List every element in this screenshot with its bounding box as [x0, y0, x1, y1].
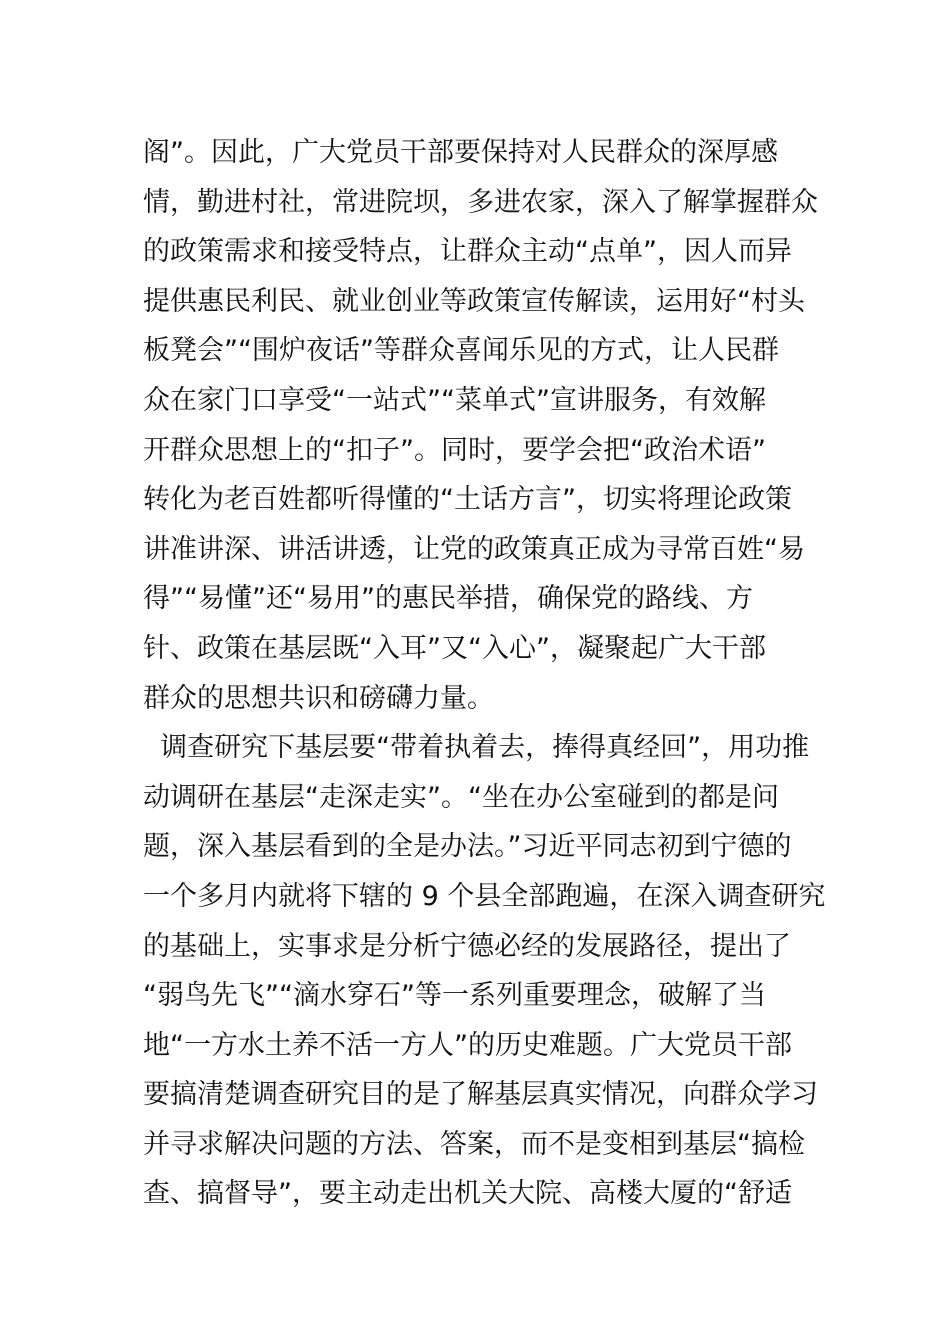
text-line: 题，深入基层看到的全是办法。”习近平同志初到宁德的 — [143, 831, 792, 863]
text-line: 的基础上，实事求是分析宁德必经的发展路径，提出了 — [143, 930, 791, 962]
text-line: 调查研究下基层要“带着执着去，捧得真经回”，用功推 — [143, 732, 810, 764]
text-line: 提供惠民利民、就业创业等政策宣传解读，运用好“村头 — [143, 285, 805, 317]
text-line: 地“一方水土养不活一方人”的历史难题。广大党员干部 — [143, 1029, 792, 1061]
text-line: 的政策需求和接受特点，让群众主动“点单”，因人而异 — [143, 236, 792, 268]
text-line: 转化为老百姓都听得懂的“土话方言”，切实将理论政策 — [143, 484, 792, 516]
text-line: 讲准讲深、讲活讲透，让党的政策真正成为寻常百姓“易 — [143, 533, 805, 565]
text-line: 众在家门口享受“一站式”“菜单式”宣讲服务，有效解 — [143, 384, 766, 416]
text-line: 得”“易懂”还“易用”的惠民举措，确保党的路线、方 — [143, 583, 753, 615]
text-line: 并寻求解决问题的方法、答案，而不是变相到基层“搞检 — [143, 1128, 805, 1160]
text-line: 一个多月内就将下辖的 9 个县全部跑遍，在深入调查研究 — [143, 880, 826, 912]
text-line: 情，勤进村社，常进院坝，多进农家，深入了解掌握群众 — [143, 186, 818, 218]
body-text — [143, 128, 826, 1219]
text-line: “弱鸟先飞”“滴水穿石”等一系列重要理念，破解了当 — [143, 980, 766, 1012]
text-line: 开群众思想上的“扣子”。同时，要学会把“政治术语” — [143, 434, 766, 466]
text-line: 动调研在基层“走深走实”。“坐在办公室碰到的都是问 — [143, 781, 779, 813]
text-line: 阁”。因此，广大党员干部要保持对人民群众的深厚感 — [143, 137, 778, 168]
text-line: 查、搞督导”，要主动走出机关大院、高楼大厦的“舒适 — [143, 1178, 792, 1210]
text-line: 要搞清楚调查研究目的是了解基层真实情况，向群众学习 — [143, 1079, 818, 1111]
text-line: 针、政策在基层既“入耳”又“入心”，凝聚起广大干部 — [143, 632, 766, 664]
text-line: 群众的思想共识和磅礴力量。 — [143, 682, 494, 714]
text-line: 板凳会”“围炉夜话”等群众喜闻乐见的方式，让人民群 — [143, 335, 779, 367]
